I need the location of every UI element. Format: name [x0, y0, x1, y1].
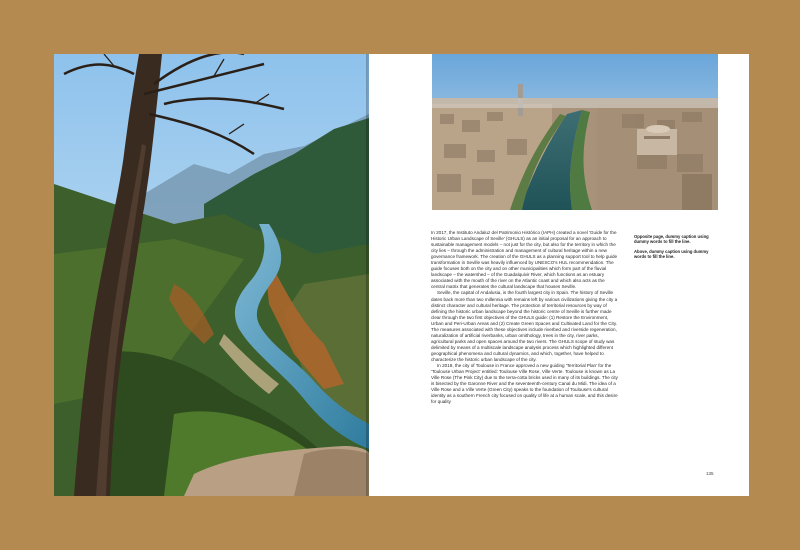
right-page: [369, 54, 749, 496]
city-river-image: [432, 54, 718, 210]
book-spread: [54, 54, 749, 496]
body-paragraph-1: In 2017, the Instituto Andaluz del Patrimonio Histórico (IAPH) created a novel 'Guide for the Historic Urban Landscape of Seville' (GHULS) as an initial proposal for an approach to sustainable management models – not just for the city, but also for the territory in which the city lies – through the administration and management of cultural heritage within a new governance framework. The creation of the GHULS as a planning support tool to help guide transformation in Seville was heavily influenced by UNESCO's HUL recommendation. The guide focuses both on the city and on other municipalities which form part of the fluvial landscape – the watershed – of the Guadalquivir River, which functions as an estuary associated with the mouth of the river on the Atlantic coast and which also acts as the central matrix that generates the cultural landscape that houses Seville.: [431, 230, 618, 290]
captions: [634, 234, 716, 264]
body-paragraph-3: In 2019, the city of Toulouse in France approved a new guiding 'Territorial Plan' for the 'Toulouse Urban Project' entitled: Toulouse Ville Rose, Ville Verte. Toulouse is known as La Ville Rose (The Pink City) due to the terra-cotta bricks used in many of its buildings. The city is bisected by the Garonne River and the seventeenth-century Canal du Midi. The idea of a Ville Rose and a Ville Verte (Green City) speaks to the foundation of Toulouse's cultural identity as a southern French city focused on quality of life at a human scale, and this desire for quality: [431, 363, 618, 405]
body-text: [431, 230, 619, 405]
left-page-photo: [54, 54, 369, 496]
page-number: 135: [706, 471, 714, 476]
caption-above: Above, dummy caption using dummy words to fill the line.: [634, 248, 709, 260]
city-river-photo: [432, 54, 718, 210]
landscape-photo: [54, 54, 369, 496]
caption-opposite: Opposite page, dummy caption using dummy words to fill the line.: [634, 234, 709, 245]
body-paragraph-2: Seville, the capital of Andalusia, is the fourth largest city in Spain. The history of Seville dates back more than two millennia with remains left by various civilizations giving the city a distinct character and cultural heritage. The protection of territorial resources by way of defining the historic urban landscape beyond the historic centre of Seville is further made clear through the two first objectives of the GHULS guide: (1) Restore the Environment, Urban and Peri-Urban Areas and (2) Create Green Spaces and Cultivated Land for the City. The measures associated with these objectives include riverbed and riverside regeneration, naturalization of artificial riverbanks, urban ornithology, trees in the city, river parks, agricultural parks and open spaces around the two rivers. The GHULS scope of study was delimited by means of a multiscale landscape analysis process which highlighted different geographical phenomena and cultural dynamics, and which, together, have helped to characterize the historic urban landscape of the city.: [431, 290, 618, 362]
